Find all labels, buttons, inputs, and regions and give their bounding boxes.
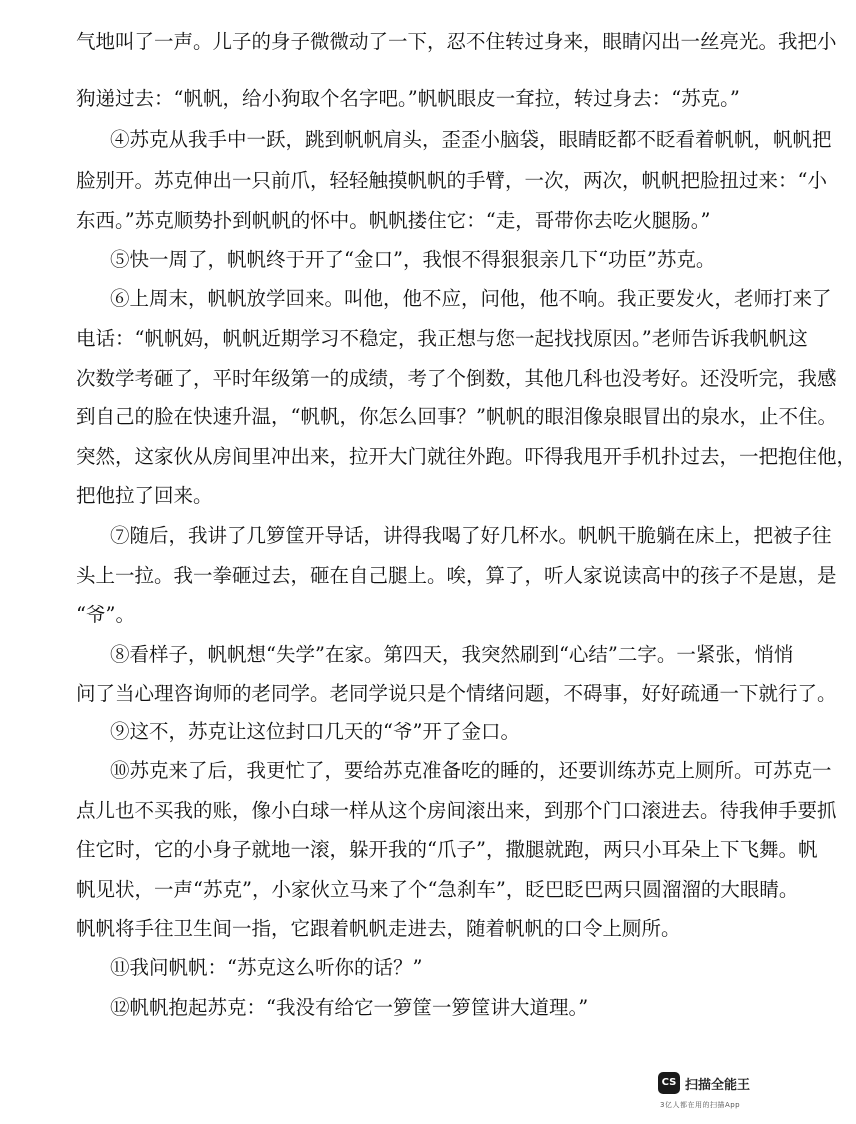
- text-line: ⑪我问帆帆：“苏克这么听你的话？”: [110, 956, 423, 979]
- text-line: ⑤快一周了，帆帆终于开了“金口”，我恨不得狠狠亲几下“功臣”苏克。: [110, 248, 716, 271]
- text-line: 狗递过去：“帆帆，给小狗取个名字吧。”帆帆眼皮一耷拉，转过身去：“苏克。”: [76, 87, 740, 110]
- watermark-app-name: 扫描全能王: [685, 1078, 751, 1093]
- scanner-watermark: [658, 1072, 778, 1112]
- text-line: 头上一拉。我一拳砸过去，砸在自己腿上。唉，算了，听人家说读高中的孩子不是崽，是: [76, 564, 837, 587]
- text-line: 气地叫了一声。儿子的身子微微动了一下，忍不住转过身来，眼睛闪出一丝亮光。我把小: [76, 30, 837, 53]
- text-line: ⑨这不，苏克让这位封口几天的“爷”开了金口。: [110, 720, 520, 743]
- text-line: 帆帆将手往卫生间一指，它跟着帆帆走进去，随着帆帆的口令上厕所。: [76, 917, 681, 940]
- text-line: 次数学考砸了，平时年级第一的成绩，考了个倒数，其他几科也没考好。还没听完，我感: [76, 367, 837, 390]
- text-line: ⑩苏克来了后，我更忙了，要给苏克准备吃的睡的，还要训练苏克上厕所。可苏克一: [110, 759, 832, 782]
- text-line: 点儿也不买我的账，像小白球一样从这个房间滚出来，到那个门口滚进去。待我伸手要抓: [76, 799, 837, 822]
- camscanner-logo-icon: CS: [658, 1072, 680, 1094]
- text-line: 问了当心理咨询师的老同学。老同学说只是个情绪问题，不碍事，好好疏通一下就行了。: [76, 682, 837, 705]
- text-line: 东西。”苏克顺势扑到帆帆的怀中。帆帆搂住它：“走，哥带你去吃火腿肠。”: [76, 209, 711, 232]
- text-line: ⑧看样子，帆帆想“失学”在家。第四天，我突然刷到“心结”二字。一紧张，悄悄: [110, 643, 794, 666]
- text-line: 帆见状，一声“苏克”，小家伙立马来了个“急刹车”，眨巴眨巴两只圆溜溜的大眼睛。: [76, 878, 799, 901]
- text-line: 脸别开。苏克伸出一只前爪，轻轻触摸帆帆的手臂，一次，两次，帆帆把脸扭过来：“小: [76, 169, 827, 192]
- text-line: “爷”。: [76, 603, 135, 626]
- text-line: 把他拉了回来。: [76, 484, 213, 507]
- text-line: ④苏克从我手中一跃，跳到帆帆肩头，歪歪小脑袋，眼睛眨都不眨看着帆帆，帆帆把: [110, 128, 832, 151]
- text-line: 住它时，它的小身子就地一滚，躲开我的“爪子”，撒腿就跑，两只小耳朵上下飞舞。帆: [76, 838, 818, 861]
- text-line: ⑫帆帆抱起苏克：“我没有给它一箩筐一箩筐讲大道理。”: [110, 996, 589, 1019]
- text-line: ⑦随后，我讲了几箩筐开导话，讲得我喝了好几杯水。帆帆干脆躺在床上，把被子往: [110, 524, 832, 547]
- text-line: ⑥上周末，帆帆放学回来。叫他，他不应，问他，他不响。我正要发火，老师打来了: [110, 287, 832, 310]
- text-line: 电话：“帆帆妈，帆帆近期学习不稳定，我正想与您一起找找原因。”老师告诉我帆帆这: [76, 327, 808, 350]
- text-line: 突然，这家伙从房间里冲出来，拉开大门就往外跑。吓得我甩开手机扑过去，一把抱住他，: [76, 445, 856, 468]
- watermark-tagline: 3亿人都在用的扫描App: [660, 1101, 741, 1109]
- text-line: 到自己的脸在快速升温，“帆帆，你怎么回事？”帆帆的眼泪像泉眼冒出的泉水，止不住。: [76, 405, 837, 428]
